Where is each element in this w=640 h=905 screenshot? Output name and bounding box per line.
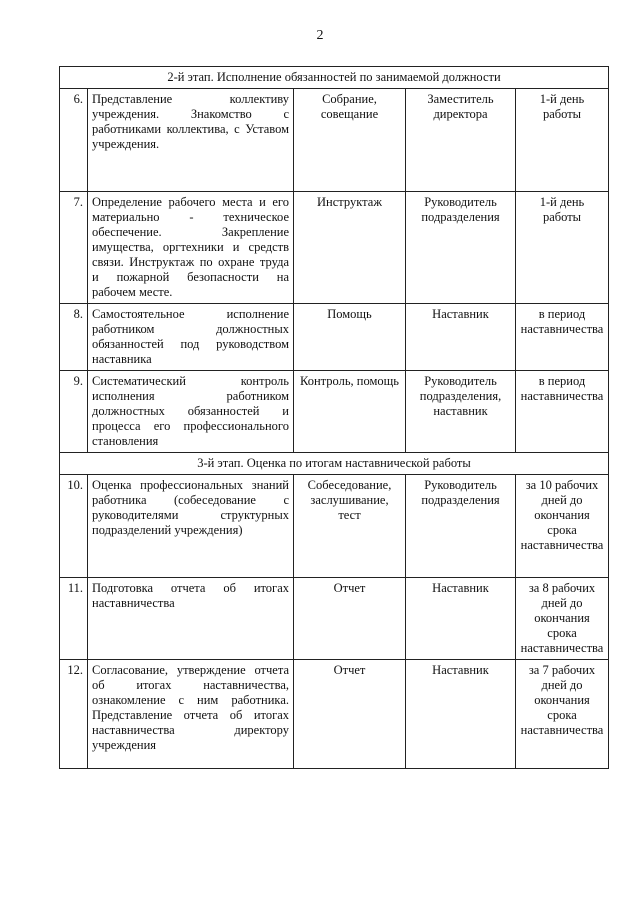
row-term: в период наставничества	[516, 304, 609, 371]
row-form: Контроль, помощь	[294, 371, 406, 453]
row-number: 12.	[60, 660, 88, 769]
row-form: Инструктаж	[294, 192, 406, 304]
row-term: 1-й день работы	[516, 192, 609, 304]
row-term: 1-й день работы	[516, 89, 609, 192]
row-term: в период наставничества	[516, 371, 609, 453]
row-description: Представление коллективу учреждения. Знакомство с работниками коллектива, с Уставом учреждения.	[88, 89, 294, 192]
row-responsible: Наставник	[406, 578, 516, 660]
row-description: Согласование, утверждение отчета об итогах наставничества, ознакомление с ним работника. Представление отчета об итогах наставничества директору учреждения	[88, 660, 294, 769]
row-number: 11.	[60, 578, 88, 660]
row-description: Самостоятельное исполнение работником должностных обязанностей под руководством наставника	[88, 304, 294, 371]
table-row	[60, 304, 609, 371]
table-row	[60, 475, 609, 578]
row-number: 6.	[60, 89, 88, 192]
row-responsible: Наставник	[406, 660, 516, 769]
row-responsible: Заместитель директора	[406, 89, 516, 192]
row-number: 7.	[60, 192, 88, 304]
row-form: Помощь	[294, 304, 406, 371]
table-row	[60, 89, 609, 192]
row-description: Оценка профессиональных знаний работника (собеседование с руководителями структурных подразделений учреждения)	[88, 475, 294, 578]
row-term: за 10 рабочих дней до окончания срока наставничества	[516, 475, 609, 578]
row-term: за 8 рабочих дней до окончания срока наставничества	[516, 578, 609, 660]
row-form: Отчет	[294, 578, 406, 660]
row-form: Отчет	[294, 660, 406, 769]
row-responsible: Наставник	[406, 304, 516, 371]
row-responsible: Руководитель подразделения	[406, 192, 516, 304]
stage-header-row	[60, 67, 609, 89]
row-term: за 7 рабочих дней до окончания срока наставничества	[516, 660, 609, 769]
row-form: Собеседование, заслушивание, тест	[294, 475, 406, 578]
table-row	[60, 660, 609, 769]
table-row	[60, 578, 609, 660]
row-description: Систематический контроль исполнения работником должностных обязанностей и процесса его профессионального становления	[88, 371, 294, 453]
stage-header-row	[60, 453, 609, 475]
stage-title: 3-й этап. Оценка по итогам наставнической работы	[60, 453, 609, 475]
stage-title: 2-й этап. Исполнение обязанностей по занимаемой должности	[60, 67, 609, 89]
row-responsible: Руководитель подразделения, наставник	[406, 371, 516, 453]
row-number: 10.	[60, 475, 88, 578]
row-form: Собрание, совещание	[294, 89, 406, 192]
table-row	[60, 192, 609, 304]
mentoring-plan-table	[59, 66, 609, 769]
row-responsible: Руководитель подразделения	[406, 475, 516, 578]
row-number: 9.	[60, 371, 88, 453]
table-row	[60, 371, 609, 453]
row-description: Определение рабочего места и его материально - техническое обеспечение. Закрепление имущества, оргтехники и средств связи. Инструктаж по охране труда и пожарной безопасности на рабочем месте.	[88, 192, 294, 304]
row-number: 8.	[60, 304, 88, 371]
page-number: 2	[316, 28, 324, 43]
row-description: Подготовка отчета об итогах наставничества	[88, 578, 294, 660]
